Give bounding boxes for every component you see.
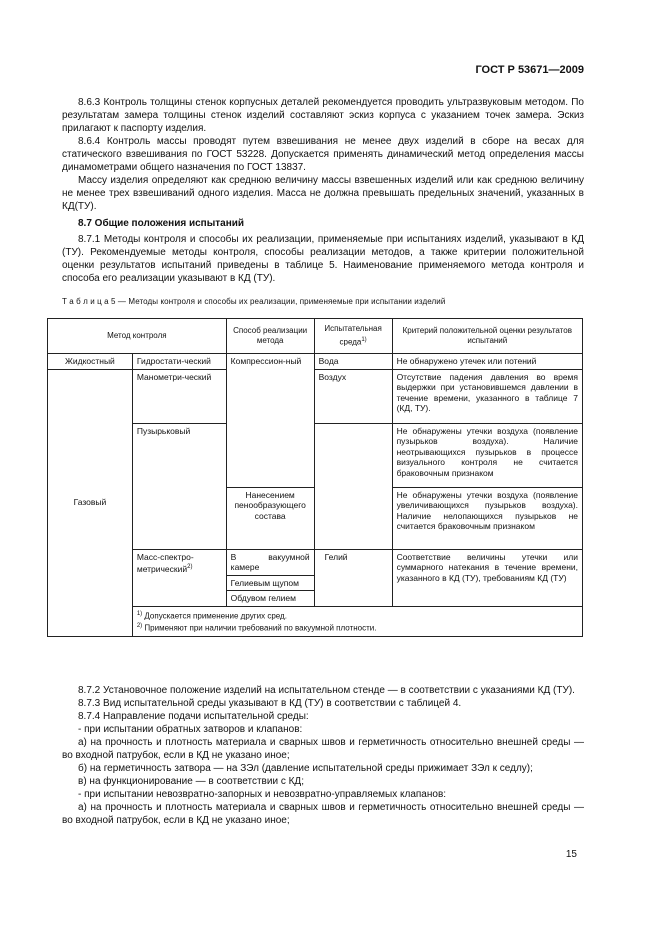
- cell-helium: Гелий: [314, 549, 392, 606]
- cell-helium-blow: Обдувом гелием: [226, 591, 314, 607]
- footnote-mark: 2): [136, 623, 143, 630]
- document-header: ГОСТ Р 53671—2009: [475, 64, 584, 76]
- cell-hydrostatic: Гидростати-ческий: [132, 354, 226, 370]
- cell-manometric: Манометри-ческий: [132, 369, 226, 423]
- list-item: б) на герметичность затвора — на ЗЭл (давление испытательной среды прижимает ЗЭл к седлу);: [78, 763, 533, 774]
- footnote: [137, 621, 578, 634]
- top-text-block: [62, 96, 584, 285]
- footnote-text: Допускается применение других сред.: [144, 611, 287, 621]
- bottom-text-block: [62, 684, 584, 827]
- footnote-text: Применяют при наличии требований по вакуумной плотности.: [144, 623, 377, 633]
- cell-bubble: Пузырьковый: [132, 423, 226, 549]
- cell-air: Воздух: [314, 369, 392, 423]
- paragraph-mass: Массу изделия определяют как среднюю величину массы взвешенных изделий или как среднюю величину не менее трех взвешиваний одного изделия. Масса не должна превышать предельных значений, указанных в КД(ТУ).: [62, 175, 584, 212]
- header-way: Способ реализации метода: [226, 319, 314, 354]
- table-row: [48, 354, 583, 370]
- cell-water-criterion: Не обнаружено утечек или потений: [392, 354, 582, 370]
- cell-gas: Газовый: [48, 369, 133, 636]
- cell-water: Вода: [314, 354, 392, 370]
- methods-table: [47, 318, 583, 637]
- cell-helium-probe: Гелиевым щупом: [226, 575, 314, 591]
- paragraph-8-7-2: 8.7.2 Установочное положение изделий на испытательном стенде — в соответствии с указаниями КД (ТУ).: [78, 685, 575, 696]
- table-caption: Т а б л и ц а 5 — Методы контроля и способы их реализации, применяемые при испытании изделий: [62, 297, 446, 306]
- paragraph-8-7-1: 8.7.1 Методы контроля и способы их реализации, применяемые при испытаниях изделий, указывают в КД (ТУ). Рекомендуемые методы контроля, способы реализации методов, а также критерии положительной оценки результатов испытаний приведены в таблице 5. Наименование применяемого метода контроля и способа его реализации указывают в КД (ТУ).: [62, 234, 584, 284]
- header-medium-sup: 1): [361, 336, 367, 343]
- list-item: - при испытании обратных затворов и клапанов:: [78, 724, 303, 735]
- header-criterion: Критерий положительной оценки результатов испытаний: [392, 319, 582, 354]
- cell-manometric-criterion: Отсутствие падения давления во время выдержки при установившемся давлении в течение времени, указанного в таблице 7 (КД, ТУ).: [392, 369, 582, 423]
- cell-helium-criterion: Соответствие величины утечки или суммарного натекания в течение времени, указанного в КД (ТУ), требованиям КД (ТУ): [392, 549, 582, 606]
- paragraph-8-7-3: 8.7.3 Вид испытательной среды указывают в КД (ТУ) в соответствии с таблицей 4.: [78, 698, 462, 709]
- cell-vacuum: В вакуумной камере: [226, 549, 314, 575]
- section-heading: 8.7 Общие положения испытаний: [78, 218, 245, 229]
- cell-mass-spec: [132, 549, 226, 606]
- list-item: - при испытании невозвратно-запорных и невозвратно-управляемых клапанов:: [78, 789, 447, 800]
- list-item: а) на прочность и плотность материала и сварных швов и герметичность относительно внешней среды — во входной патрубок, если в КД не указано иное;: [62, 737, 584, 761]
- paragraph-8-6-4: 8.6.4 Контроль массы проводят путем взвешивания не менее двух изделий в сборе на весах для статического взвешивания по ГОСТ 53228. Допускается применять динамический метод определения массы динамометрами общего назначения по ГОСТ 13837.: [62, 136, 584, 173]
- header-method: Метод контроля: [48, 319, 227, 354]
- table-header-row: [48, 319, 583, 354]
- cell-liquid: Жидкостный: [48, 354, 133, 370]
- cell-mass-spec-label: Масс-спектро-метрический: [136, 551, 194, 574]
- table-row: [48, 369, 583, 423]
- cell-compression: Компрессион-ный: [226, 354, 314, 488]
- header-medium: [314, 319, 392, 354]
- header-medium-label: Испытательная среда: [324, 324, 382, 347]
- footnotes-cell: [132, 606, 582, 636]
- cell-foam: Нанесением пенообразующего состава: [226, 487, 314, 549]
- list-item: а) на прочность и плотность материала и сварных швов и герметичность относительно внешней среды — во входной патрубок, если в КД не указано иное;: [62, 802, 584, 826]
- cell-mass-spec-sup: 2): [187, 564, 193, 570]
- footnote: [137, 609, 578, 622]
- cell-foam-criterion: Не обнаружены утечки воздуха (появление увеличивающихся пузырьков воздуха). Наличие нелопающихся пузырьков не считается браковочным признаком: [392, 487, 582, 549]
- list-item: в) на функционирование — в соответствии с КД;: [78, 776, 304, 787]
- footnote-mark: 1): [136, 610, 143, 617]
- paragraph-8-7-4: 8.7.4 Направление подачи испытательной среды:: [78, 711, 309, 722]
- cell-medium-empty: [314, 423, 392, 549]
- cell-bubble-criterion: Не обнаружены утечки воздуха (появление пузырьков воздуха). Наличие неотрывающихся пузырьков в процессе визуального контроля не считается браковочным признаком: [392, 423, 582, 487]
- paragraph-8-6-3: 8.6.3 Контроль толщины стенок корпусных деталей рекомендуется проводить ультразвуковым методом. По результатам замера толщины стенок изделий составляют эскиз корпуса с указанием точек замера. Эскиз прилагают к паспорту изделия.: [62, 97, 584, 134]
- page-number: 15: [565, 849, 577, 860]
